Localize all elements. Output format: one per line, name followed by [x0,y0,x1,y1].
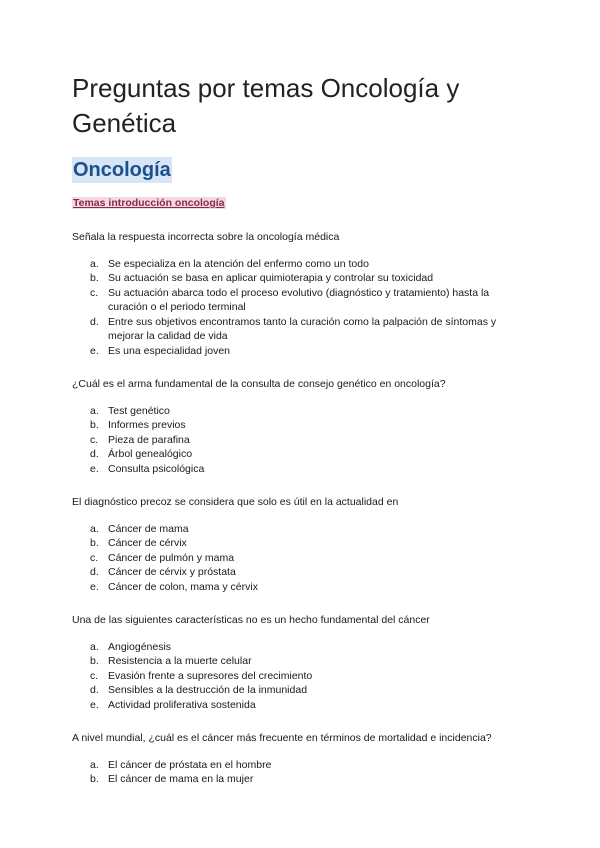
question-block [72,495,528,594]
answer-option [90,772,528,787]
question-block [72,230,528,358]
option-text: Entre sus objetivos encontramos tanto la curación como la palpación de síntomas y mejorar la calidad de vida [108,315,497,342]
question-text: ¿Cuál es el arma fundamental de la consulta de consejo genético en oncología? [72,378,446,390]
question-text: Señala la respuesta incorrecta sobre la oncología médica [72,231,340,243]
option-letter: e. [90,698,99,711]
option-letter: b. [90,537,99,549]
question-text: Una de las siguientes características no es un hecho fundamental del cáncer [72,614,430,626]
option-text: Evasión frente a supresores del crecimiento [108,669,313,682]
option-text: Su actuación abarca todo el proceso evolutivo (diagnóstico y tratamiento) hasta la curación o el periodo terminal [108,286,490,313]
answer-option [90,522,528,537]
option-text: Cáncer de cérvix [108,537,187,549]
question-list [72,230,528,787]
option-text: El cáncer de mama en la mujer [108,773,254,785]
answer-option [90,580,528,595]
option-letter: c. [90,286,99,299]
option-letter: d. [90,684,99,696]
answer-option [90,536,528,551]
option-letter: e. [90,344,99,357]
answer-options [72,758,528,787]
answer-option [90,551,528,566]
answer-option [90,286,528,315]
option-text: Se especializa en la atención del enfermo como un todo [108,257,369,270]
option-letter: a. [90,758,99,771]
answer-option [90,462,528,477]
option-text: Su actuación se basa en aplicar quimioterapia y controlar su toxicidad [108,272,434,284]
answer-option [90,654,528,669]
question-text: El diagnóstico precoz se considera que solo es útil en la actualidad en [72,496,399,508]
option-letter: b. [90,655,99,667]
option-letter: a. [90,404,99,417]
option-letter: d. [90,448,99,460]
option-letter: d. [90,315,99,328]
option-text: Sensibles a la destrucción de la inmunidad [108,684,308,696]
option-text: Cáncer de pulmón y mama [108,551,235,564]
question-block [72,731,528,787]
answer-options [72,640,528,713]
option-letter: e. [90,580,99,593]
answer-option [90,433,528,448]
answer-option [90,404,528,419]
answer-option [90,758,528,773]
option-text: Consulta psicológica [108,462,205,475]
answer-option [90,565,528,580]
option-text: Resistencia a la muerte celular [108,655,252,667]
subsection-title: Temas introducción oncología [73,197,225,209]
question-block [72,377,528,476]
option-letter: b. [90,419,99,431]
question-text: A nivel mundial, ¿cuál es el cáncer más frecuente en términos de mortalidad e incidencia? [72,732,492,744]
option-text: Árbol genealógico [108,448,193,460]
option-letter: e. [90,462,99,475]
option-text: Test genético [108,404,170,417]
answer-option [90,418,528,433]
answer-option [90,271,528,286]
answer-option [90,257,528,272]
option-letter: a. [90,640,99,653]
answer-options [72,522,528,595]
option-text: Angiogénesis [108,640,172,653]
option-letter: a. [90,257,99,270]
option-text: Actividad proliferativa sostenida [108,698,256,711]
answer-option [90,640,528,655]
answer-option [90,698,528,713]
answer-option [90,344,528,359]
option-letter: b. [90,773,99,785]
answer-option [90,447,528,462]
option-text: Es una especialidad joven [108,344,231,357]
question-block [72,613,528,712]
answer-option [90,315,528,344]
document-title: Preguntas por temas Oncología y Genética [72,73,460,138]
option-text: Cáncer de cérvix y próstata [108,566,236,578]
option-letter: c. [90,551,99,564]
option-letter: b. [90,272,99,284]
option-text: Cáncer de mama [108,522,189,535]
section-title: Oncología [73,159,171,181]
option-text: Informes previos [108,419,186,431]
option-letter: c. [90,433,99,446]
option-letter: d. [90,566,99,578]
answer-options [72,257,528,359]
option-letter: c. [90,669,99,682]
answer-options [72,404,528,477]
option-letter: a. [90,522,99,535]
option-text: Cáncer de colon, mama y cérvix [108,580,258,593]
option-text: El cáncer de próstata en el hombre [108,758,272,771]
answer-option [90,669,528,684]
option-text: Pieza de parafina [108,433,190,446]
answer-option [90,683,528,698]
